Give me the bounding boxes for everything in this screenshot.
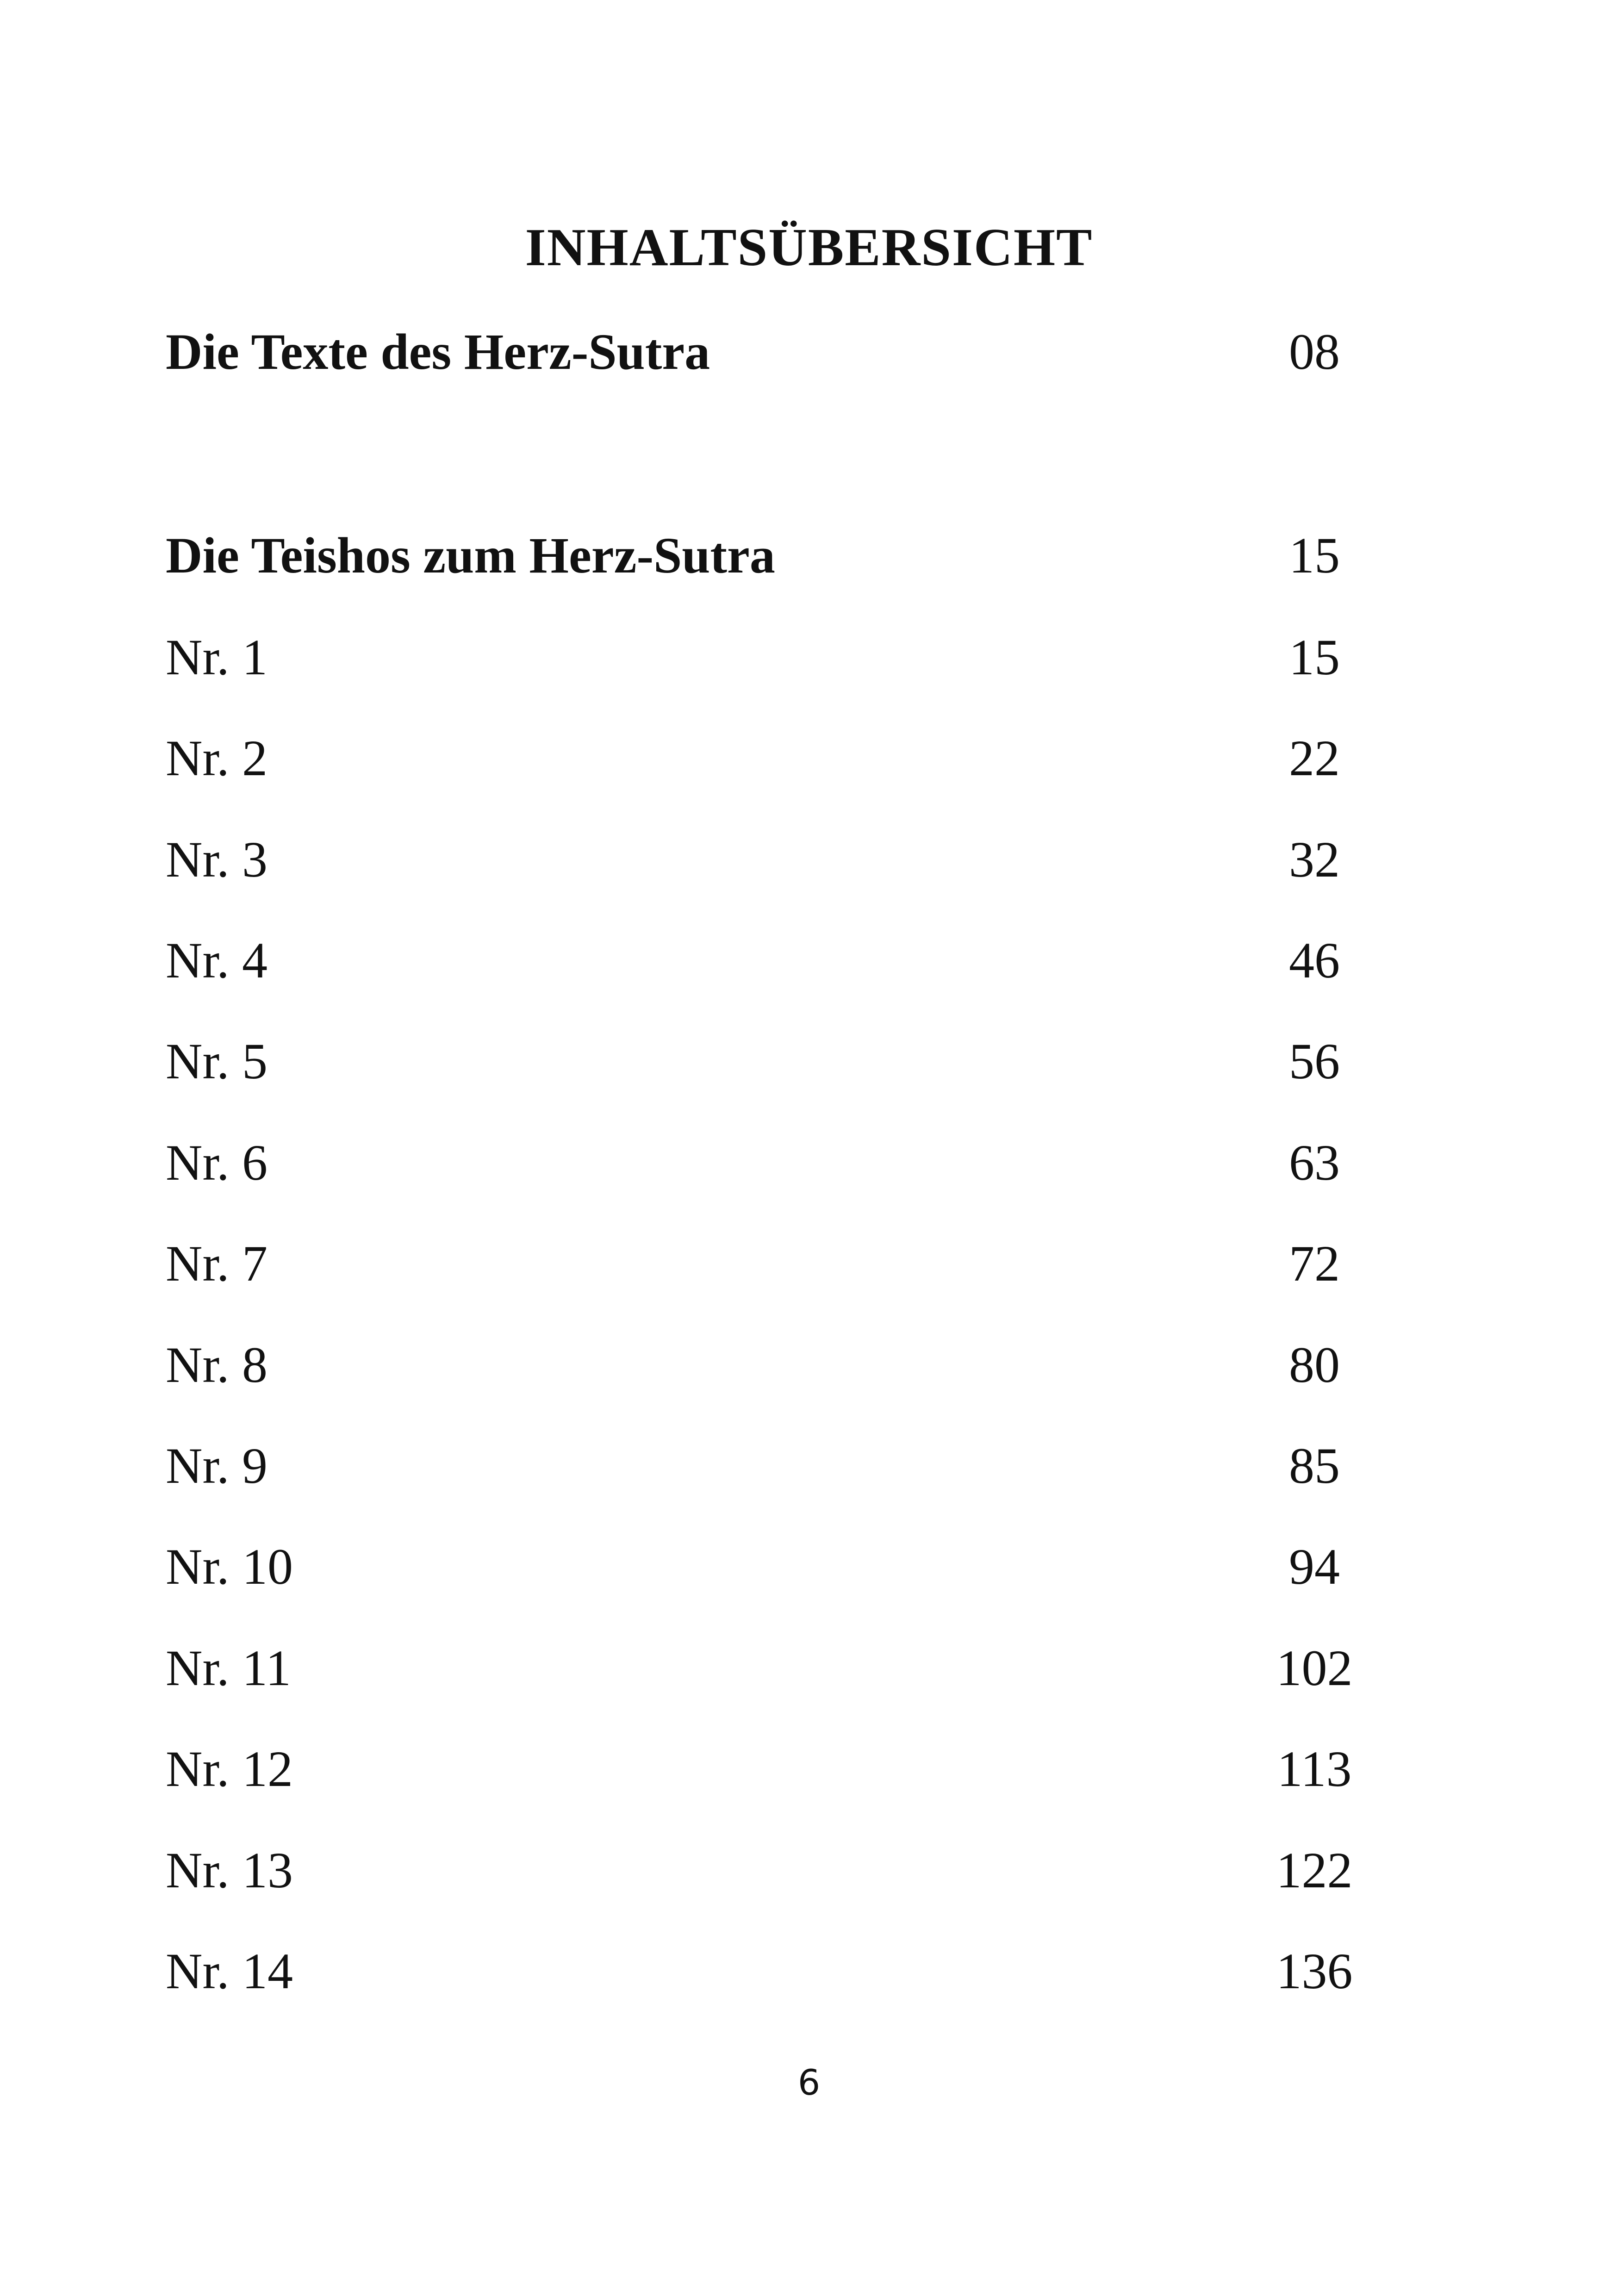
toc-entry-page-number: 136 [1276, 1943, 1353, 1999]
toc-entry [0, 1128, 1618, 1197]
toc-entry-title: Nr. 8 [166, 1337, 268, 1393]
toc-entry-page-number: 94 [1289, 1538, 1340, 1595]
toc-entry-page-number: 15 [1289, 629, 1340, 685]
toc-entry-page-number: 72 [1289, 1235, 1340, 1292]
toc-entry-title: Nr. 14 [166, 1943, 293, 1999]
toc-entry [0, 1936, 1618, 2006]
toc-entry-page-number: 80 [1289, 1337, 1340, 1393]
toc-section-heading [0, 521, 1618, 590]
toc-entry-page-number: 63 [1289, 1134, 1340, 1191]
toc-entry-page-number: 32 [1289, 831, 1340, 888]
toc-entry [0, 723, 1618, 793]
toc-entry [0, 1734, 1618, 1804]
toc-section-title: Die Teishos zum Herz-Sutra [166, 527, 775, 584]
toc-entry-page-number: 122 [1276, 1842, 1353, 1898]
toc-entry-title: Nr. 13 [166, 1842, 293, 1898]
toc-entry-title: Nr. 5 [166, 1033, 268, 1089]
toc-entry [0, 1633, 1618, 1703]
toc-entry-title: Nr. 12 [166, 1741, 293, 1797]
toc-entry [0, 926, 1618, 995]
toc-entry-title: Nr. 1 [166, 629, 268, 685]
toc-entry-page-number: 102 [1276, 1640, 1353, 1696]
toc-section-page-number: 15 [1289, 527, 1340, 584]
toc-entry-title: Nr. 6 [166, 1134, 268, 1191]
toc-entry-page-number: 113 [1277, 1741, 1352, 1797]
toc-entry-page-number: 22 [1289, 730, 1340, 786]
toc-entry-page-number: 85 [1289, 1437, 1340, 1494]
toc-entry [0, 1330, 1618, 1400]
toc-entry-page-number: 46 [1289, 932, 1340, 989]
toc-entry-title: Nr. 9 [166, 1437, 268, 1494]
toc-entry-title: Nr. 3 [166, 831, 268, 888]
toc-entry-title: Nr. 4 [166, 932, 268, 989]
toc-entry [0, 1229, 1618, 1298]
toc-entry [0, 1532, 1618, 1601]
toc-entry-title: Nr. 10 [166, 1538, 293, 1595]
toc-entry [0, 825, 1618, 894]
toc-section-title: Die Texte des Herz-Sutra [166, 324, 710, 380]
toc-entry-title: Nr. 11 [166, 1640, 291, 1696]
toc-section-page-number: 08 [1289, 324, 1340, 380]
toc-entry [0, 1836, 1618, 1905]
page-title: INHALTSÜBERSICHT [525, 218, 1093, 277]
toc-entry [0, 1431, 1618, 1500]
toc-entry-page-number: 56 [1289, 1033, 1340, 1089]
toc-section-heading [0, 317, 1618, 386]
toc-entry [0, 622, 1618, 692]
page-number: 6 [797, 2062, 821, 2103]
toc-entry-title: Nr. 7 [166, 1235, 268, 1292]
toc-entry-title: Nr. 2 [166, 730, 268, 786]
toc-entry [0, 1027, 1618, 1096]
